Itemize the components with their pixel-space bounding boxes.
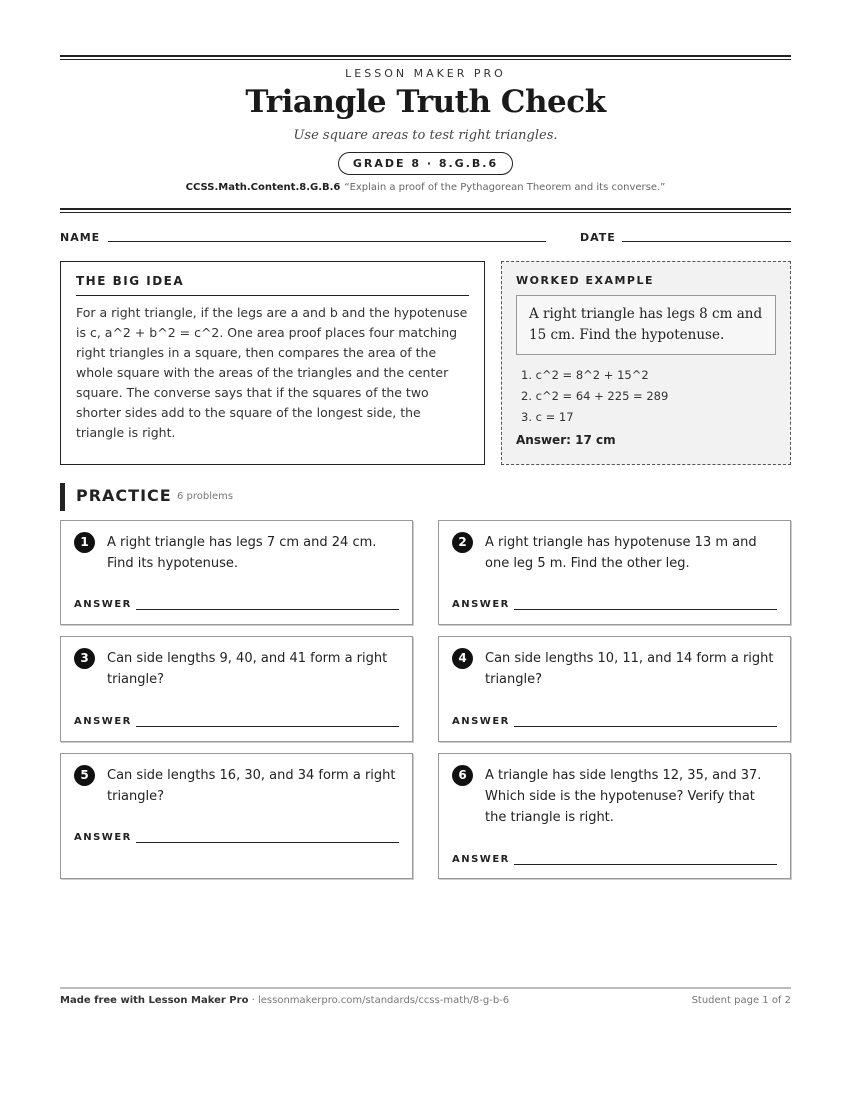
page-subtitle: Use square areas to test right triangles. xyxy=(293,128,558,143)
answer-label: ANSWER xyxy=(74,832,132,843)
problem-number: 5 xyxy=(74,765,95,786)
date-field[interactable] xyxy=(622,241,791,242)
page-title: Triangle Truth Check xyxy=(245,84,606,120)
problem-card-2 xyxy=(438,520,791,625)
answer-field-3[interactable] xyxy=(136,726,399,727)
standard-line xyxy=(60,182,791,193)
big-idea-box xyxy=(60,261,485,465)
footer-made-with: Made free with Lesson Maker Pro xyxy=(60,995,249,1006)
standard-code: CCSS.Math.Content.8.G.B.6 xyxy=(185,182,341,193)
worked-example-steps xyxy=(516,365,776,428)
answer-field-5[interactable] xyxy=(136,842,399,843)
problem-text: A right triangle has legs 7 cm and 24 cm. Find its hypotenuse. xyxy=(107,535,377,571)
brand-name: LESSON MAKER PRO xyxy=(345,67,506,80)
worked-step: 1. c^2 = 8^2 + 15^2 xyxy=(521,368,649,382)
worked-example-heading: WORKED EXAMPLE xyxy=(516,274,654,287)
worked-example-box xyxy=(501,261,791,465)
problem-card-1 xyxy=(60,520,413,625)
answer-field-2[interactable] xyxy=(514,609,777,610)
worked-step: 2. c^2 = 64 + 225 = 289 xyxy=(521,389,669,403)
worked-example-answer: Answer: 17 cm xyxy=(516,433,616,447)
problem-number: 3 xyxy=(74,648,95,669)
header-bottom-rule xyxy=(60,208,791,213)
problem-text: Can side lengths 10, 11, and 14 form a right triangle? xyxy=(485,651,774,687)
answer-label: ANSWER xyxy=(74,716,132,727)
problem-text: A triangle has side lengths 12, 35, and 37. Which side is the hypotenuse? Verify that the triangle is right. xyxy=(485,768,762,825)
answer-field-6[interactable] xyxy=(514,864,777,865)
name-field[interactable] xyxy=(108,241,546,242)
big-idea-heading: THE BIG IDEA xyxy=(76,274,469,296)
name-label: NAME xyxy=(60,231,101,244)
answer-label: ANSWER xyxy=(452,599,510,610)
worked-step: 3. c = 17 xyxy=(521,410,574,424)
answer-field-4[interactable] xyxy=(514,726,777,727)
problem-card-5 xyxy=(60,753,413,879)
footer-credit xyxy=(60,995,509,1006)
problem-number: 2 xyxy=(452,532,473,553)
problem-text: Can side lengths 9, 40, and 41 form a right triangle? xyxy=(107,651,388,687)
footer-page-label: Student page 1 of 2 xyxy=(691,995,791,1006)
footer-rule xyxy=(60,987,791,989)
answer-field-1[interactable] xyxy=(136,609,399,610)
problem-card-3 xyxy=(60,636,413,742)
standard-quote: “Explain a proof of the Pythagorean Theorem and its converse.” xyxy=(344,182,666,193)
practice-accent-bar xyxy=(60,483,65,511)
problem-number: 1 xyxy=(74,532,95,553)
practice-count: 6 problems xyxy=(177,491,234,502)
worksheet-page xyxy=(60,0,791,1100)
answer-label: ANSWER xyxy=(74,599,132,610)
date-label: DATE xyxy=(580,231,616,244)
practice-heading: PRACTICE xyxy=(76,486,172,505)
problem-number: 4 xyxy=(452,648,473,669)
problem-card-4 xyxy=(438,636,791,742)
problem-number: 6 xyxy=(452,765,473,786)
answer-label: ANSWER xyxy=(452,854,510,865)
problem-card-6 xyxy=(438,753,791,879)
footer-url[interactable]: · lessonmakerpro.com/standards/ccss-math/8-g-b-6 xyxy=(251,995,510,1006)
problem-text: A right triangle has hypotenuse 13 m and one leg 5 m. Find the other leg. xyxy=(485,535,757,571)
grade-badge: GRADE 8 · 8.G.B.6 xyxy=(338,152,513,175)
big-idea-text: For a right triangle, if the legs are a and b and the hypotenuse is c, a^2 + b^2 = c^2. One area proof places four matching right triangles in a square, then compares the area of the whole square with the areas of the triangles and the center square. The converse says that if the squares of the two shorter sides add to the square of the longest side, the triangle is right. xyxy=(76,305,468,440)
worked-example-prompt: A right triangle has legs 8 cm and 15 cm. Find the hypotenuse. xyxy=(516,295,776,355)
top-rule xyxy=(60,55,791,60)
problem-text: Can side lengths 16, 30, and 34 form a right triangle? xyxy=(107,768,396,804)
answer-label: ANSWER xyxy=(452,716,510,727)
